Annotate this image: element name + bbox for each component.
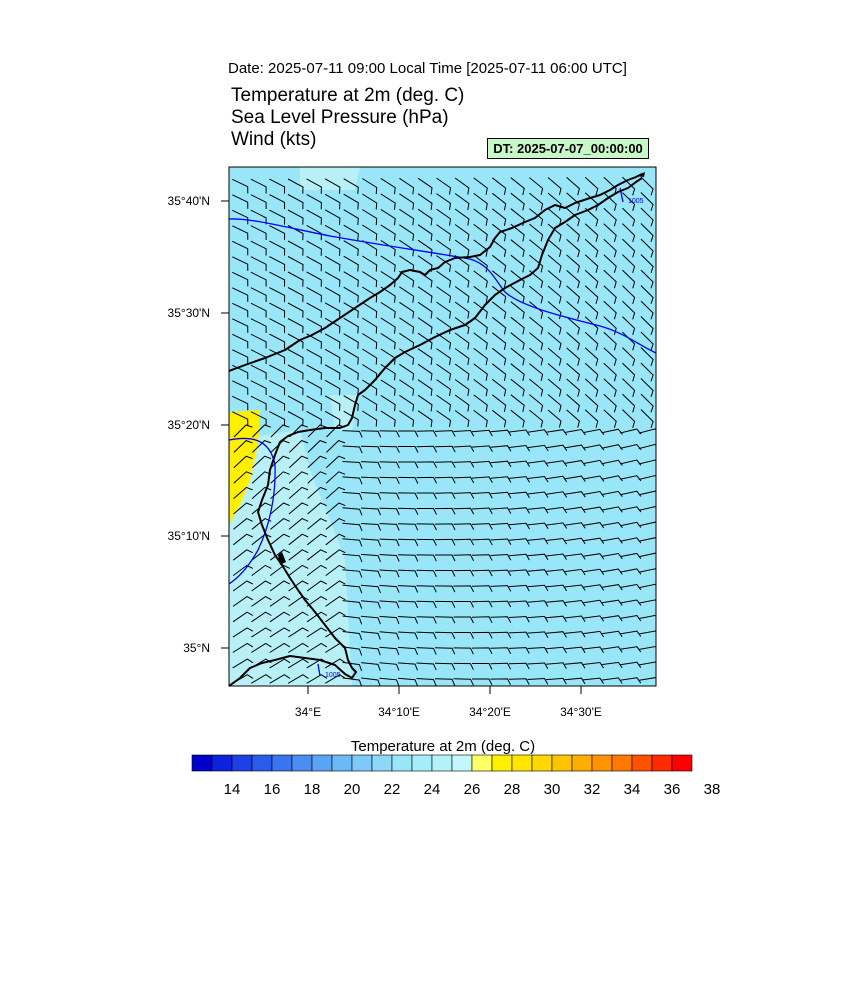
colorbar-label: 20 bbox=[343, 781, 361, 798]
colorbar-swatch bbox=[512, 755, 532, 771]
colorbar-swatch bbox=[552, 755, 572, 771]
colorbar-label: 28 bbox=[503, 781, 521, 798]
colorbar bbox=[192, 755, 692, 771]
colorbar-swatch bbox=[272, 755, 292, 771]
isobar-label: 1005 bbox=[325, 672, 341, 679]
colorbar-swatch bbox=[452, 755, 472, 771]
colorbar-label: 30 bbox=[543, 781, 561, 798]
dt-badge: DT: 2025-07-07_00:00:00 bbox=[487, 138, 649, 159]
lon-label: 34°10'E bbox=[378, 705, 420, 719]
lat-label: 35°10'N bbox=[167, 529, 210, 543]
colorbar-swatch bbox=[212, 755, 232, 771]
colorbar-swatch bbox=[192, 755, 212, 771]
colorbar-label: 36 bbox=[663, 781, 681, 798]
colorbar-label: 38 bbox=[703, 781, 721, 798]
date-line: Date: 2025-07-11 09:00 Local Time [2025-07-11 06:00 UTC] bbox=[228, 60, 627, 77]
title-wind: Wind (kts) bbox=[231, 129, 317, 150]
colorbar-title: Temperature at 2m (deg. C) bbox=[350, 738, 536, 755]
colorbar-swatch bbox=[492, 755, 512, 771]
colorbar-swatch bbox=[412, 755, 432, 771]
lon-label: 34°E bbox=[294, 705, 322, 719]
colorbar-labels bbox=[224, 781, 721, 798]
colorbar-swatch bbox=[532, 755, 552, 771]
colorbar-label: 14 bbox=[223, 781, 241, 798]
colorbar-swatch bbox=[612, 755, 632, 771]
colorbar-swatch bbox=[672, 755, 692, 771]
colorbar-swatch bbox=[652, 755, 672, 771]
colorbar-swatch bbox=[292, 755, 312, 771]
isobar-label: 1005 bbox=[628, 198, 644, 205]
colorbar-swatch bbox=[332, 755, 352, 771]
colorbar-label: 16 bbox=[263, 781, 281, 798]
colorbar-swatch bbox=[372, 755, 392, 771]
colorbar-swatch bbox=[392, 755, 412, 771]
colorbar-swatch bbox=[232, 755, 252, 771]
title-sea-level-pressure: Sea Level Pressure (hPa) bbox=[231, 107, 449, 128]
colorbar-swatch bbox=[592, 755, 612, 771]
colorbar-label: 26 bbox=[463, 781, 481, 798]
colorbar-swatch bbox=[432, 755, 452, 771]
colorbar-swatch bbox=[252, 755, 272, 771]
colorbar-label: 32 bbox=[583, 781, 601, 798]
lat-label: 35°30'N bbox=[167, 306, 210, 320]
colorbar-swatch bbox=[572, 755, 592, 771]
colorbar-swatch bbox=[472, 755, 492, 771]
lat-label: 35°20'N bbox=[167, 418, 210, 432]
lat-label: 35°N bbox=[183, 641, 210, 655]
colorbar-label: 22 bbox=[383, 781, 401, 798]
colorbar-swatch bbox=[312, 755, 332, 771]
colorbar-label: 18 bbox=[303, 781, 321, 798]
colorbar-swatch bbox=[632, 755, 652, 771]
colorbar-swatch bbox=[352, 755, 372, 771]
title-temperature: Temperature at 2m (deg. C) bbox=[231, 85, 465, 106]
field-light-patch bbox=[300, 167, 360, 190]
lat-label: 35°40'N bbox=[167, 194, 210, 208]
lon-label: 34°20'E bbox=[469, 705, 511, 719]
lon-label: 34°30'E bbox=[560, 705, 602, 719]
colorbar-label: 24 bbox=[423, 781, 441, 798]
colorbar-label: 34 bbox=[623, 781, 641, 798]
